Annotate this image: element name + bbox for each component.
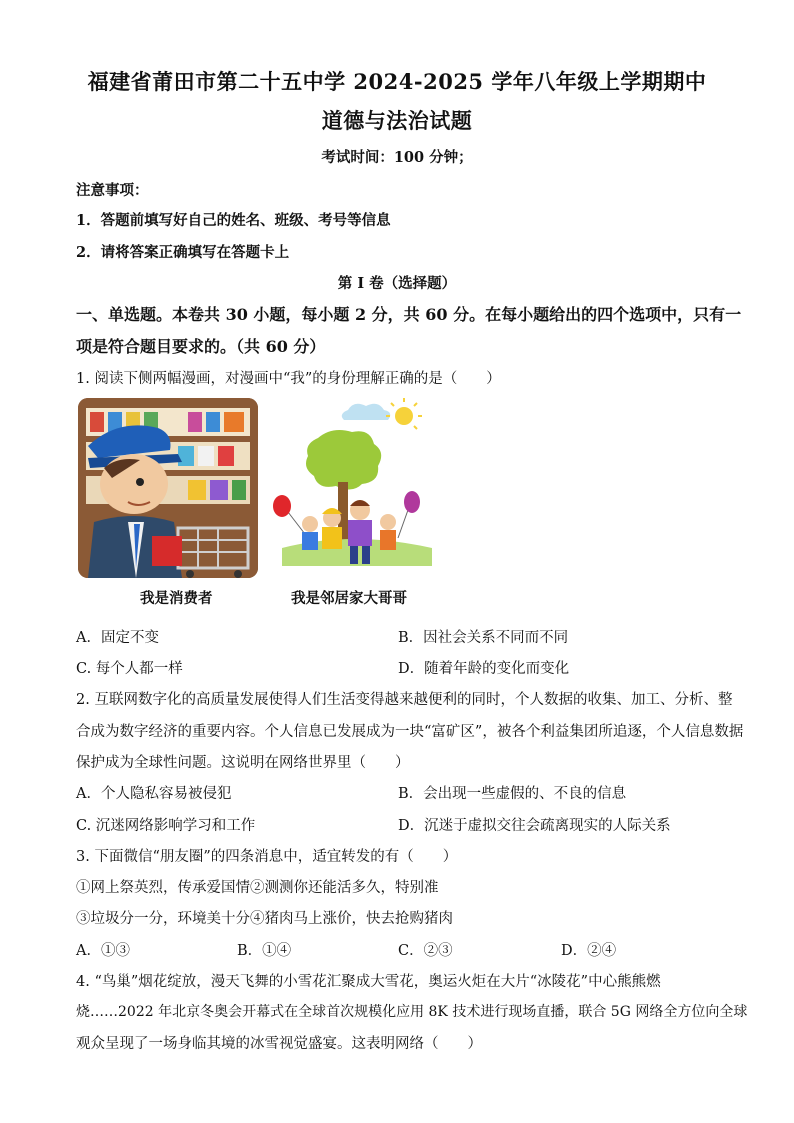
q3-option-b: B．①④	[237, 943, 292, 959]
q2-stem-line1: 2. 互联网数字化的高质量发展使得人们生活变得越来越便利的同时，个人数据的收集、加工、分析、整	[76, 692, 733, 708]
q4-stem-line3: 观众呈现了一场身临其境的冰雪视觉盛宴。这表明网络（ ）	[76, 1036, 482, 1052]
q2-option-a: A．个人隐私容易被侵犯	[76, 786, 232, 802]
q2-stem-line3: 保护成为全球性问题。这说明在网络世界里（ ）	[76, 755, 410, 771]
q3-option-a: A．①③	[76, 943, 130, 959]
q1-stem: 1. 阅读下侧两幅漫画，对漫画中“我”的身份理解正确的是（ ）	[76, 371, 501, 387]
q2-option-d: D．沉迷于虚拟交往会疏离现实的人际关系	[398, 818, 671, 834]
q3-option-d: D．②④	[561, 943, 617, 959]
q3-stem-line1: 3. 下面微信“朋友圈”的四条消息中，适宜转发的有（ ）	[76, 849, 458, 865]
q1-caption-consumer: 我是消费者	[140, 590, 213, 607]
q1-option-d: D．随着年龄的变化而变化	[398, 661, 570, 677]
exam-title-line1: 福建省莆田市第二十五中学 2024-2025 学年八年级上学期期中	[87, 69, 707, 94]
q1-option-c: C. 每个人都一样	[76, 661, 183, 677]
exam-time: 考试时间：100 分钟；	[321, 149, 473, 166]
consumer-comic-image	[78, 398, 258, 578]
section-instruction-line1: 一、单选题。本卷共 30 小题，每小题 2 分，共 60 分。在每小题给出的四个选项中，只有一	[76, 305, 742, 324]
notice-item-2: 2．请将答案正确填写在答题卡上	[76, 244, 290, 261]
q3-statement-line2: ③垃圾分一分，环境美十分④猪肉马上涨价，快去抢购猪肉	[76, 911, 453, 927]
neighbor-comic-image	[262, 398, 440, 580]
q1-option-a: A．固定不变	[76, 630, 159, 646]
exam-title-line2: 道德与法治试题	[321, 108, 473, 133]
part-title: 第 I 卷（选择题）	[337, 275, 457, 292]
q2-stem-line2: 合成为数字经济的重要内容。个人信息已发展成为一块“富矿区”，被各个利益集团所追逐，个人信息数据	[76, 724, 744, 740]
q4-stem-line1: 4. “鸟巢”烟花绽放，漫天飞舞的小雪花汇聚成大雪花，奥运火炬在大片“冰陵花”中心熊熊燃	[76, 974, 661, 990]
q4-stem-line2: 烧……2022 年北京冬奥会开幕式在全球首次规模化应用 8K 技术进行现场直播，联合 5G 网络全方位向全球	[76, 1004, 748, 1020]
notice-item-1: 1．答题前填写好自己的姓名、班级、考号等信息	[76, 212, 391, 229]
q2-option-b: B．会出现一些虚假的、不良的信息	[398, 786, 627, 802]
section-instruction-line2: 项是符合题目要求的。（共 60 分）	[76, 337, 326, 356]
q3-statement-line1: ①网上祭英烈，传承爱国情②测测你还能活多久，特别准	[76, 880, 439, 896]
q1-caption-neighbor: 我是邻居家大哥哥	[291, 590, 407, 607]
q2-option-c: C. 沉迷网络影响学习和工作	[76, 818, 256, 834]
notice-heading: 注意事项：	[76, 182, 149, 199]
q1-option-b: B．因社会关系不同而不同	[398, 630, 569, 646]
q3-option-c: C．②③	[398, 943, 453, 959]
